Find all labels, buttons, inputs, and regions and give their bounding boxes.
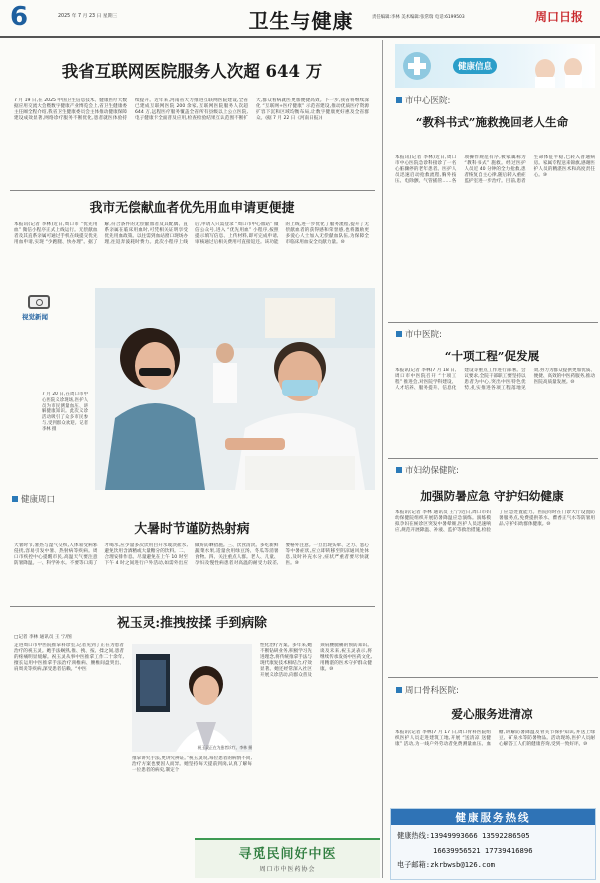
page-number: 6: [10, 2, 29, 32]
hospital1-headline: “教科书式”施救挽回老人生命: [415, 115, 569, 129]
folk-doctor-banner: [195, 838, 380, 878]
hospital3-headline: 加强防暑应急 守护妇幼健康: [420, 489, 564, 503]
blood-headline: 我市无偿献血者优先用血申请更便捷: [89, 201, 295, 216]
hospital1-label: 市中心医院:: [405, 96, 451, 106]
section-marker-icon: [396, 97, 402, 103]
doctor-body-mid: 推拿讲究手法,更讲究辨证。”祝玉灵说,每位患者的病情不同,治疗方案也要因人而异。她坚持每天提前到岗,认真了解每一位患者的病史,制定个: [132, 756, 252, 774]
section-title: 卫生与健康: [248, 9, 354, 33]
hospital1-label-row: [396, 94, 450, 106]
hotline-box: [390, 808, 596, 880]
newspaper-name: 周口日报: [535, 10, 584, 24]
hotline-title: 健康服务热线: [455, 812, 531, 824]
divider: [10, 190, 375, 191]
masthead: [0, 0, 600, 40]
doctor-photo-caption: 祝玉灵正在为患者诊疗。李林 摄: [197, 745, 252, 750]
hospital1-body: 本报讯(记者 李林)近日,周口市中心医院急诊科接诊了一名心脏骤停的老年患者。医护人员迅速启动抢救流程,胸外按压、电除颤、气管插管……各项操作规范有序,被家属称为 “教科书式” 施救。经过医护人员近 40 分钟的全力抢救,患者恢复自主心律,随后转入重症监护室进一步治疗。目前,患者生命体征平稳,已转入普通病房。家属专程送来锦旗,感谢医护人员的精湛医术和高度责任心。⑩: [395, 155, 595, 185]
heat-headline: 大暑时节谨防热射病: [134, 522, 250, 537]
hospital2-label-row: [396, 328, 442, 340]
divider: [388, 322, 598, 323]
hospital4-label-row: [396, 684, 459, 696]
hotline-title-bar: [391, 809, 595, 825]
divider: [10, 606, 375, 607]
lead-headline: 我省互联网医院服务人次超 644 万: [61, 62, 323, 81]
hospital4-body: 本报讯(记者 李林)7 月 17 日,周口骨科医院组织医护人员走进建筑工地,开展 “送清凉 送健康” 活动,为一线户外劳动者免费测量血压、血糖,讲解防暑降温及骨关节保护知识,并送上绿豆、矿泉水等防暑物品。活动现场,医护人员耐心解答工人们的健康咨询,受到一致好评。⑩: [395, 730, 595, 748]
hospital3-body: 本报讯(记者 李林 通讯员 王宁)近日,周口市妇幼保健院组织开展防暑降温应急演练。演练模拟孕妇在候诊区突发中暑晕厥,医护人员迅速响应,规范开展降温、补液、监护等救治措施,检验了应急处置能力。医院同时在门诊大厅设置防暑服务点,免费提供茶水、藿香正气水等防暑用品,守护妇幼群体健康。⑩: [395, 510, 595, 534]
section-tag-label: 健康周口: [21, 495, 56, 505]
blood-body: 本报讯(记者 李林)近日,周口市 “优先用血” 微信小程序正式上线运行。无偿献血者及其直系亲属可通过手机在线提交优先用血申请,实现 “少跑腿、快办理”。据了解,符合条件的无偿献血者及其配偶、直系亲属在临床用血时,可凭相关证明享受优先用血政策。以往需到血站窗口现场办理,往返奔波耗时费力。此次小程序上线后,申请人只需登录 “周口市中心血站” 微信公众号,进入 “优先用血” 小程序,按照提示填写信息、上传材料,即可完成申请,审核通过后相关费用可直接返还。该功能的上线,进一步优化了服务流程,提升了无偿献血者的获得感和荣誉感,也将激励更多爱心人士加入无偿献血队伍,为保障全市临床用血安全贡献力量。⑩: [14, 222, 369, 246]
section-marker-icon: [396, 331, 402, 337]
divider: [388, 677, 598, 678]
hospital3-label: 市妇幼保健院:: [405, 466, 459, 476]
doctor-photo: [132, 644, 252, 752]
hospital2-headline: “十项工程”促发展: [444, 349, 540, 363]
masthead-rule: [0, 36, 600, 38]
hotline-item: 16639956521 17739416896: [433, 846, 533, 855]
divider: [388, 458, 598, 459]
section-tag-health-zhoukou: [12, 493, 55, 505]
lead-body: 7 月 19 日,在 2025 中国卫生信息技术、健康医疗大数据应用交流大会暨数字健康产业博览会上,省卫生健康委主任阚全程介绍,我省卫生健康委员会主体推动健康保障建设成效显著,网络诊疗服务不断优化,患者就医体验持续提升。近年来,河南省大力推进互联网医院建设,全省已建成互联网医院 200 余家,互联网医院服务人次超 644 万,远程医疗服务覆盖全省所有县级以上公立医院,电子健康卡全面普及应用,检查检验结果互认范围不断扩大,群众看病就医更加便捷高效。下一步,我省将继续深化 “互联网+医疗健康” 示范省建设,推动优质医疗资源扩容下沉和区域均衡布局,让数字健康更好惠及全省群众。(据 7 月 22 日《河南日报》): [14, 98, 369, 122]
doctor-headline: 祝玉灵:推拽按揉 手到病除: [117, 616, 267, 631]
health-info-label: 健康信息: [453, 58, 497, 74]
hospital3-label-row: [396, 464, 459, 476]
hotline-list: [397, 831, 593, 870]
banner-subtitle: 周口市中医药协会: [259, 866, 316, 873]
photo-caption: 7 月 20 日,在周口市中心医院义诊现场,医护人员为市民测量血压、讲解健康知识。此次义诊活动吸引了众多市民参与,受到群众欢迎。记者 李林 摄: [42, 392, 88, 432]
doctor-body-right: 性化治疗方案。多年来,她不断钻研业务,积极学习先进理念,将传统推拿手法与现代康复技术相结合,疗效显著。她还经常深入社区开展义诊活动,向群众普及颈肩腰腿痛的预防知识。谈及未来,祝玉灵表示,将继续传承发扬中医药文化,用精湛的医术守护群众健康。⑩: [260, 643, 372, 679]
doctor-byline: □记者 李林 通讯员 王 宁/图: [14, 635, 72, 640]
health-info-banner: [395, 44, 595, 88]
clinic-scene-image: [95, 288, 375, 490]
heat-body: 大暑时节,暑热与湿气交织,人体易受病邪侵扰,容易引发中暑、热射病等疾病。周口市疾控中心提醒市民,高温天气要注意防暑降温。一、科学补水。不要等口渴了才喝水,应少量多次饮用白开水或淡盐水,避免饮用含酒精或大量糖分的饮料。二、合理安排作息。尽量避免在上午 10 时至下午 4 时之间进行户外活动,如需外出应做好防晒措施。三、饮食清淡。多吃新鲜蔬菜水果,适量食用绿豆汤、冬瓜等消暑食物。四、关注重点人群。老人、儿童、孕妇及慢性病患者对高温的耐受力较差,要格外注意。一旦出现头晕、乏力、恶心等中暑症状,应立即转移至阴凉通风处休息,及时补充水分,症状严重者要尽快就医。⑩: [14, 543, 369, 567]
section-marker-icon: [12, 496, 18, 502]
hospital4-headline: 爱心服务进清凉: [451, 707, 533, 721]
banner-title: 寻觅民间好中医: [238, 847, 337, 862]
column-divider: [382, 40, 383, 878]
section-marker-icon: [396, 687, 402, 693]
photo-news-badge: [22, 295, 78, 325]
doctor-body-left: 走进周口市中医院推拿科诊室,记者见到了正在为患者治疗的祝玉灵。她手法娴熟,推、拽、按、揉之间,患者的疼痛明显缓解。祝玉灵从事中医推拿工作二十余年,擅长运用中医推拿手法治疗颈椎病、腰椎间盘突出、肩周炎等疾病,深受患者信赖。“中医: [14, 643, 124, 673]
hospital4-label: 周口骨科医院:: [405, 686, 459, 696]
hospital2-body: 本报讯(记者 李林)7 月 18 日,周口市中医院召开 “十项工程” 推进会,对医院学科建设、人才培养、服务提升、信息化建设等重点工作进行部署。会议要求,全院干部职工要坚持以患者为中心,突出中医特色优势,扎实推进各项工程落地见效,努力为群众提供更加优质、便捷、高效的中医药服务,推动医院高质量发展。⑩: [395, 368, 595, 392]
hospital2-label: 市中医院:: [405, 330, 442, 340]
staff-line: 责任编辑:李林 美术编辑:张常瑞 电话:6199503: [372, 15, 465, 20]
camera-icon: [28, 295, 50, 309]
doctor-portrait-image: [132, 644, 252, 752]
date-line: 2025 年 7 月 23 日 星期三: [58, 14, 118, 19]
hotline-item: 健康热线:13949993666 13592286505: [397, 831, 530, 840]
photo-news-label: 视觉新闻: [22, 313, 48, 321]
clinic-photo: [95, 288, 375, 490]
hotline-item: 电子邮箱:zkrbwsb@126.com: [397, 860, 495, 869]
section-marker-icon: [396, 467, 402, 473]
